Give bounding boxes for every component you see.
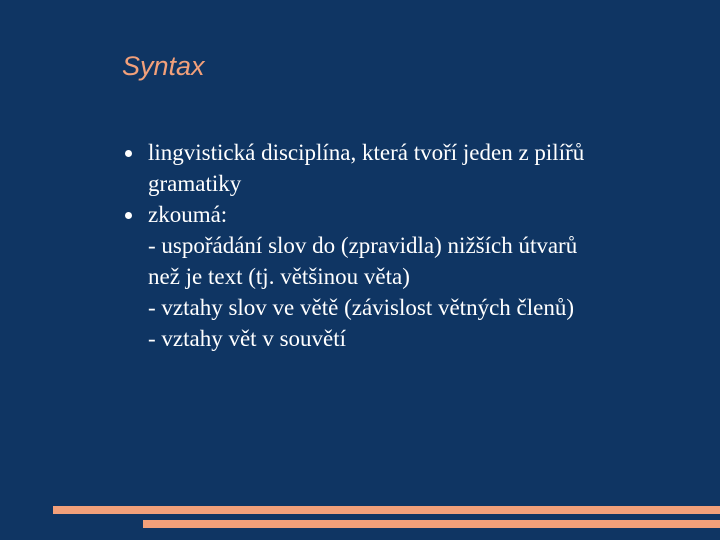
bullet-text-line: gramatiky <box>148 171 242 196</box>
bullet-list <box>148 137 708 354</box>
bullet-text-line: než je text (tj. většinou věta) <box>148 264 410 289</box>
bullet-text-line: lingvistická disciplína, která tvoří jeden z pilířů <box>148 140 585 165</box>
footer-accent-bar-top <box>53 506 720 514</box>
bullet-dot-icon <box>125 212 132 219</box>
bullet-text-line: zkoumá: <box>148 202 228 227</box>
slide-title: Syntax <box>122 51 205 81</box>
bullet-text-line: - vztahy slov ve větě (závislost větných členů) <box>148 295 574 320</box>
footer-accent-bar-bottom <box>143 520 720 528</box>
bullet-text-line: - vztahy vět v souvětí <box>148 326 347 351</box>
bullet-text-line: - uspořádání slov do (zpravidla) nižších útvarů <box>148 233 578 258</box>
bullet-item-definition <box>148 137 708 199</box>
bullet-item-scope <box>148 199 708 354</box>
bullet-dot-icon <box>125 150 132 157</box>
